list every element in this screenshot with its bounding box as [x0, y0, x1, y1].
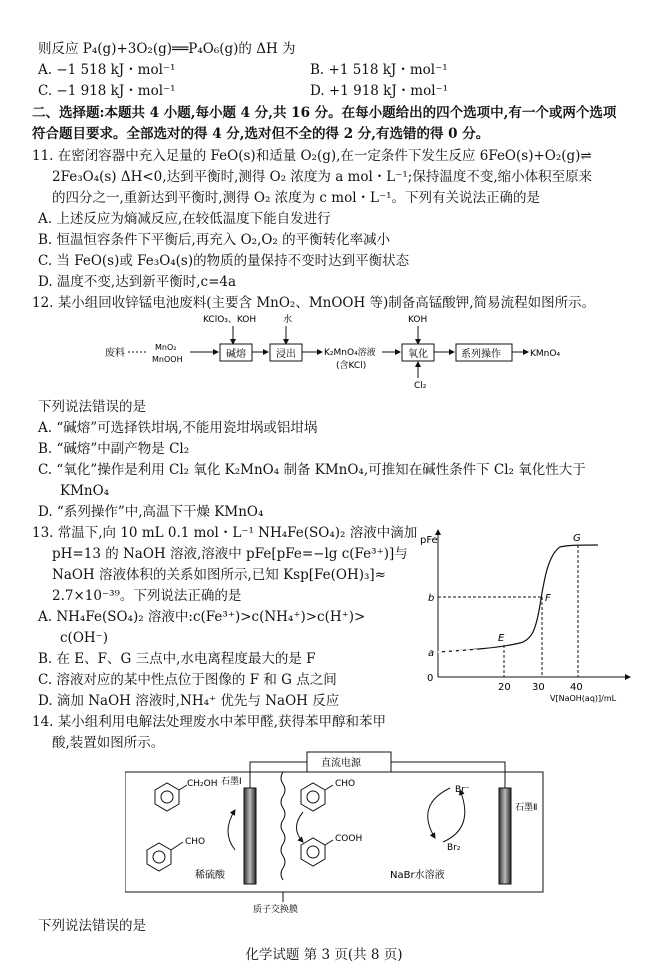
q14-stem: 14. 某小组利用电解法处理废水中苯甲醛,获得苯甲醇和苯甲: [32, 714, 387, 730]
x-tick-40: 40: [570, 682, 583, 693]
bromide-label: Br⁻: [455, 785, 470, 795]
membrane-label: 质子交换膜: [253, 905, 299, 915]
point-f-label: F: [545, 593, 551, 604]
flow-reagent-1: KClO₃、KOH: [203, 315, 257, 325]
proton-membrane: [281, 772, 285, 880]
section-2-heading: 二、选择题:本题共 4 小题,每小题 4 分,共 16 分。在每小题给出的四个选项中,有一个或两个选项: [32, 105, 617, 121]
x-axis-label: V[NaOH(aq)]/mL: [550, 694, 617, 703]
left-bottom-group: CHO: [185, 837, 206, 847]
q11-stem-2: 2Fe₃O₄(s) ΔH<0,达到平衡时,测得 O₂ 浓度为 a mol・L⁻¹;保持温度不变,缩小体积至原来: [52, 169, 593, 185]
q12-option-b: B. “碱熔”中副产物是 Cl₂: [38, 441, 190, 457]
right-bottom-group: COOH: [335, 834, 363, 844]
page-footer: 化学试题 第 3 页(共 8 页): [245, 947, 403, 963]
q12-stem: 12. 某小组回收锌锰电池废料(主要含 MnO₂、MnOOH 等)制备高锰酸钾,简易流程如图所示。: [32, 295, 596, 311]
q14-electrolysis-cell: [125, 750, 545, 915]
q11-option-d: D. 温度不变,达到新平衡时,c=4a: [38, 274, 237, 290]
benzaldehyde-left-structure: [147, 842, 183, 871]
cell-tank: [125, 772, 543, 892]
q13-option-b: B. 在 E、F、G 三点中,水电离程度最大的是 F: [38, 651, 316, 667]
q13-stem-3: NaOH 溶液体积的关系如图所示,已知 Ksp[Fe(OH)₃]≈: [52, 567, 386, 583]
q13-stem: 13. 常温下,向 10 mL 0.1 mol・L⁻¹ NH₄Fe(SO₄)₂ 溶液中滴加: [32, 525, 418, 541]
q10-option-d: D. +1 918 kJ・mol⁻¹: [310, 83, 449, 99]
pfe-curve: [438, 545, 598, 652]
point-g-label: G: [573, 533, 581, 544]
q13-stem-4: 2.7×10⁻³⁹。下列说法正确的是: [52, 588, 242, 604]
flow-intermediate-note: (含KCl): [336, 361, 367, 371]
q10-option-b: B. +1 518 kJ・mol⁻¹: [310, 62, 448, 78]
dc-power-label: 直流电源: [321, 758, 361, 769]
flow-input: 废料: [105, 348, 125, 359]
q13-option-d: D. 滴加 NaOH 溶液时,NH₄⁺ 优先与 NaOH 反应: [38, 693, 340, 709]
q12-option-a: A. “碱熔”可选择铁坩埚,不能用瓷坩埚或铝坩埚: [38, 420, 318, 436]
q10-option-c: C. −1 918 kJ・mol⁻¹: [38, 83, 176, 99]
y-axis-label: pFe: [420, 535, 438, 546]
q13-stem-2: pH=13 的 NaOH 溶液,溶液中 pFe[pFe=−lg c(Fe³⁺)]与: [52, 546, 408, 562]
section-2-heading-cont: 符合题目要求。全部选对的得 4 分,选对但不全的得 2 分,有选错的得 0 分。: [32, 126, 490, 142]
left-solution-label: 稀硫酸: [195, 870, 225, 881]
point-e-label: E: [498, 633, 505, 644]
flow-reagent-3: KOH: [408, 315, 428, 325]
x-tick-30: 30: [532, 682, 545, 693]
flow-input-mno2: MnO₂: [155, 343, 177, 352]
q11-option-b: B. 恒温恒容条件下平衡后,再充入 O₂,O₂ 的平衡转化率减小: [38, 232, 391, 248]
q11-stem: 11. 在密闭容器中充入足量的 FeO(s)和适量 O₂(g),在一定条件下发生反应 6FeO(s)+O₂(g)⇌: [32, 148, 592, 164]
q14-question: 下列说法错误的是: [38, 918, 146, 934]
y-tick-b: b: [428, 593, 435, 604]
q13-option-a-cont: c(OH⁻): [60, 630, 109, 646]
flow-step-leach: 浸出: [276, 349, 296, 360]
q10-stem-end: 则反应 P₄(g)+3O₂(g)══P₄O₆(g)的 ΔH 为: [38, 41, 296, 57]
benzyl-alcohol-structure: [155, 783, 187, 811]
benzoic-acid-structure: [301, 838, 333, 866]
electrode-2-label: 石墨Ⅱ: [515, 803, 538, 813]
electrode-2: [499, 788, 511, 884]
bromine-label: Br₂: [447, 843, 461, 853]
q13-pfe-graph: [420, 525, 642, 710]
y-tick-a: a: [428, 648, 435, 659]
right-top-group: CHO: [335, 779, 356, 789]
q11-option-a: A. 上述反应为熵减反应,在较低温度下能自发进行: [38, 211, 331, 227]
benzaldehyde-right-structure: [301, 783, 333, 811]
flow-output: KMnO₄: [530, 349, 561, 359]
flow-reagent-4: Cl₂: [414, 381, 427, 391]
q11-stem-3: 的四分之一,重新达到平衡时,测得 O₂ 浓度为 c mol・L⁻¹。下列有关说法正确的是: [52, 190, 541, 206]
electrode-1: [244, 788, 256, 884]
q12-flowchart: [100, 312, 580, 392]
q12-option-c-cont: KMnO₄: [60, 483, 110, 499]
right-solution-label: NaBr水溶液: [390, 870, 445, 881]
x-tick-0: 0: [427, 673, 434, 684]
q12-option-d: D. “系列操作”中,高温下干燥 KMnO₄: [38, 504, 264, 520]
flow-input-mnooh: MnOOH: [152, 355, 183, 364]
q14-stem-2: 酸,装置如图所示。: [52, 735, 165, 751]
flow-reagent-2: 水: [283, 315, 293, 325]
flow-step-oxidize: 氧化: [408, 349, 428, 360]
q10-option-a: A. −1 518 kJ・mol⁻¹: [38, 62, 176, 78]
q12-question: 下列说法错误的是: [38, 399, 146, 415]
x-tick-20: 20: [498, 682, 511, 693]
electrode-1-label: 石墨Ⅰ: [221, 777, 242, 787]
q13-option-a: A. NH₄Fe(SO₄)₂ 溶液中:c(Fe³⁺)>c(NH₄⁺)>c(H⁺)>: [38, 609, 366, 625]
flow-intermediate: K₂MnO₄溶液: [324, 348, 376, 358]
flow-step-series: 系列操作: [461, 349, 501, 360]
flow-step-alkali-fusion: 碱熔: [226, 349, 246, 360]
q12-option-c: C. “氧化”操作是利用 Cl₂ 氧化 K₂MnO₄ 制备 KMnO₄,可推知在碱性条件下 Cl₂ 氧化性大于: [38, 462, 586, 478]
q13-option-c: C. 溶液对应的某中性点位于图像的 F 和 G 点之间: [38, 672, 337, 688]
q11-option-c: C. 当 FeO(s)或 Fe₃O₄(s)的物质的量保持不变时达到平衡状态: [38, 253, 410, 269]
left-top-group: CH₂OH: [187, 779, 218, 789]
